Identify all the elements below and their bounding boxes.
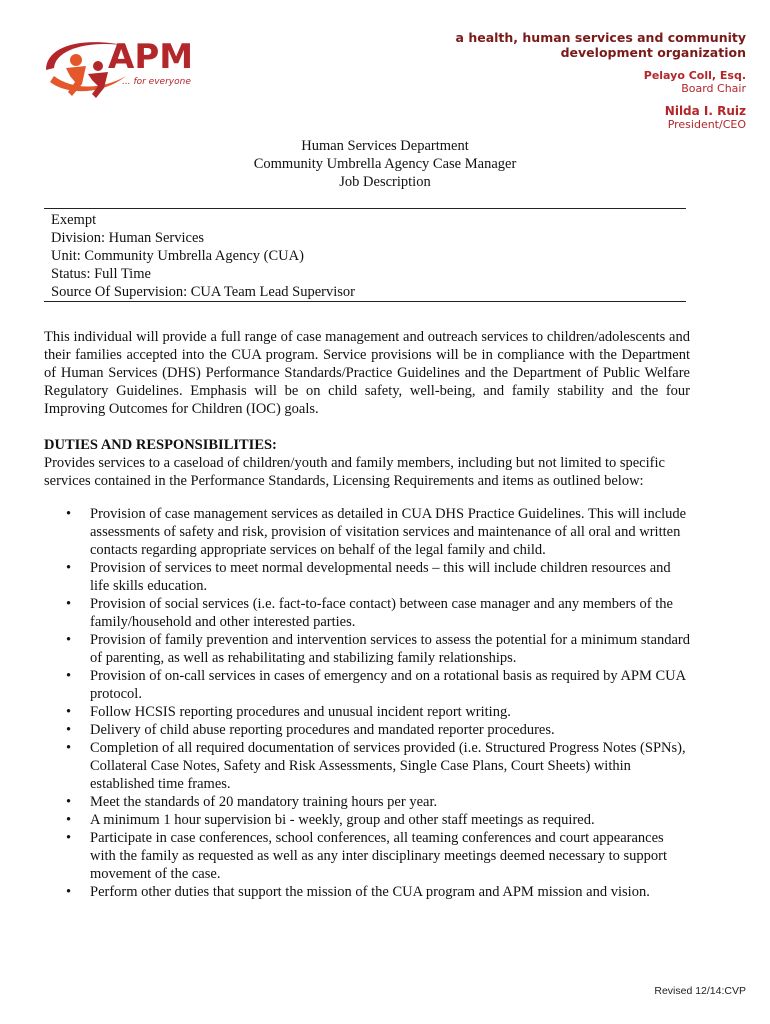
duty-item — [44, 595, 690, 631]
duty-item — [44, 667, 690, 703]
duty-item — [44, 505, 690, 559]
unit: Unit: Community Umbrella Agency (CUA) — [51, 248, 304, 264]
position-info — [51, 211, 355, 301]
exempt-status: Exempt — [51, 212, 97, 228]
bullet-icon: • — [66, 812, 72, 828]
duty-item — [44, 631, 690, 667]
info-bottom-rule — [44, 301, 686, 302]
department-line: Human Services Department — [301, 138, 469, 154]
org-tagline — [416, 30, 746, 60]
duty-text: Follow HCSIS reporting procedures and unusual incident report writing. — [90, 704, 511, 720]
duty-text: Delivery of child abuse reporting procedures and mandated reporter procedures. — [90, 722, 555, 738]
duties-heading: DUTIES AND RESPONSIBILITIES: — [44, 437, 277, 453]
duty-text: Completion of all required documentation of services provided (i.e. Structured Progress Notes (SPNs), Collateral Case Notes, Safety and Risk Assessments, Single Case Plans, Court Sheets) within established time frames. — [90, 740, 686, 792]
duty-item — [44, 703, 690, 721]
revision-footer: Revised 12/14:CVP — [654, 985, 746, 997]
bullet-icon: • — [66, 884, 72, 900]
president-block — [665, 105, 746, 131]
duty-item — [44, 811, 690, 829]
logo-wordmark: APM — [108, 37, 194, 77]
logo-figure-body-1 — [66, 66, 86, 96]
bullet-icon: • — [66, 668, 72, 684]
bullet-icon: • — [66, 506, 72, 522]
duty-item — [44, 721, 690, 739]
status: Status: Full Time — [51, 266, 151, 282]
bullet-icon: • — [66, 704, 72, 720]
duty-item — [44, 559, 690, 595]
duty-text: Perform other duties that support the mission of the CUA program and APM mission and vision. — [90, 884, 650, 900]
duty-text: Provision of family prevention and intervention services to assess the potential for a minimum standard of parenting, as well as rehabilitating and stabilizing family relationships. — [90, 632, 691, 666]
duties-intro: Provides services to a caseload of children/youth and family members, including but not limited to specific services contained in the Performance Standards, Licensing Requirements and items as outlined below: — [44, 455, 665, 489]
duty-text: A minimum 1 hour supervision bi - weekly, group and other staff meetings as required. — [90, 812, 595, 828]
duty-text: Provision of services to meet normal developmental needs – this will include children resources and life skills education. — [90, 560, 671, 594]
bullet-icon: • — [66, 560, 72, 576]
info-top-rule — [44, 208, 686, 209]
logo-swoosh-bottom — [50, 76, 126, 91]
apm-logo — [42, 32, 202, 112]
bullet-icon: • — [66, 794, 72, 810]
supervision: Source Of Supervision: CUA Team Lead Supervisor — [51, 284, 355, 300]
duty-item — [44, 739, 690, 793]
board-chair-name: Pelayo Coll, Esq. — [643, 69, 746, 82]
duty-text: Meet the standards of 20 mandatory training hours per year. — [90, 794, 438, 810]
job-description-line: Job Description — [339, 174, 431, 190]
position-line: Community Umbrella Agency Case Manager — [253, 156, 517, 172]
bullet-icon: • — [66, 596, 72, 612]
duty-text: Provision of case management services as detailed in CUA DHS Practice Guidelines. This will include assessments of safety and risk, provision of visitation services and maintenance of all oral and written contacts regarding appropriate services on behalf of the legal family and child. — [90, 506, 687, 558]
duty-item — [44, 793, 690, 811]
duty-text: Participate in case conferences, school conferences, all teaming conferences and court appearances with the family as requested as well as any inter disciplinary meetings deemed necessary to support movement of the case. — [90, 830, 668, 882]
org-tagline-line2: development organization — [560, 45, 746, 60]
division: Division: Human Services — [51, 230, 205, 246]
duty-text: Provision of on-call services in cases of emergency and on a rotational basis as required by APM CUA protocol. — [90, 668, 686, 702]
logo-figure-head-1 — [70, 54, 82, 66]
bullet-icon: • — [66, 740, 72, 756]
president-name: Nilda I. Ruiz — [664, 104, 746, 118]
duty-item — [44, 829, 690, 883]
duty-item — [44, 883, 690, 901]
bullet-icon: • — [66, 722, 72, 738]
logo-tagline: ... for everyone — [122, 77, 191, 87]
apm-logo-graphic — [42, 32, 202, 112]
board-chair-title: Board Chair — [681, 82, 746, 95]
org-tagline-line1: a health, human services and community — [455, 30, 746, 45]
intro-paragraph: This individual will provide a full range of case management and outreach services to children/adolescents and their families accepted into the CUA program. Service provisions will be in compliance with the Department of Human Services (DHS) Performance Standards/Practice Guidelines and the Department of Public Welfare Regulatory Guidelines. Emphasis will be on child safety, well-being, and family stability and the four Improving Outcomes for Children (IOC) goals. — [44, 329, 690, 417]
board-chair-block — [644, 69, 746, 95]
duty-text: Provision of social services (i.e. fact-to-face contact) between case manager and any members of the family/household and other interested parties. — [90, 596, 673, 630]
bullet-icon: • — [66, 830, 72, 846]
bullet-icon: • — [66, 632, 72, 648]
president-title: President/CEO — [667, 118, 746, 131]
duties-list — [44, 505, 690, 901]
logo-figure-head-2 — [93, 61, 103, 71]
document-title — [0, 137, 770, 191]
